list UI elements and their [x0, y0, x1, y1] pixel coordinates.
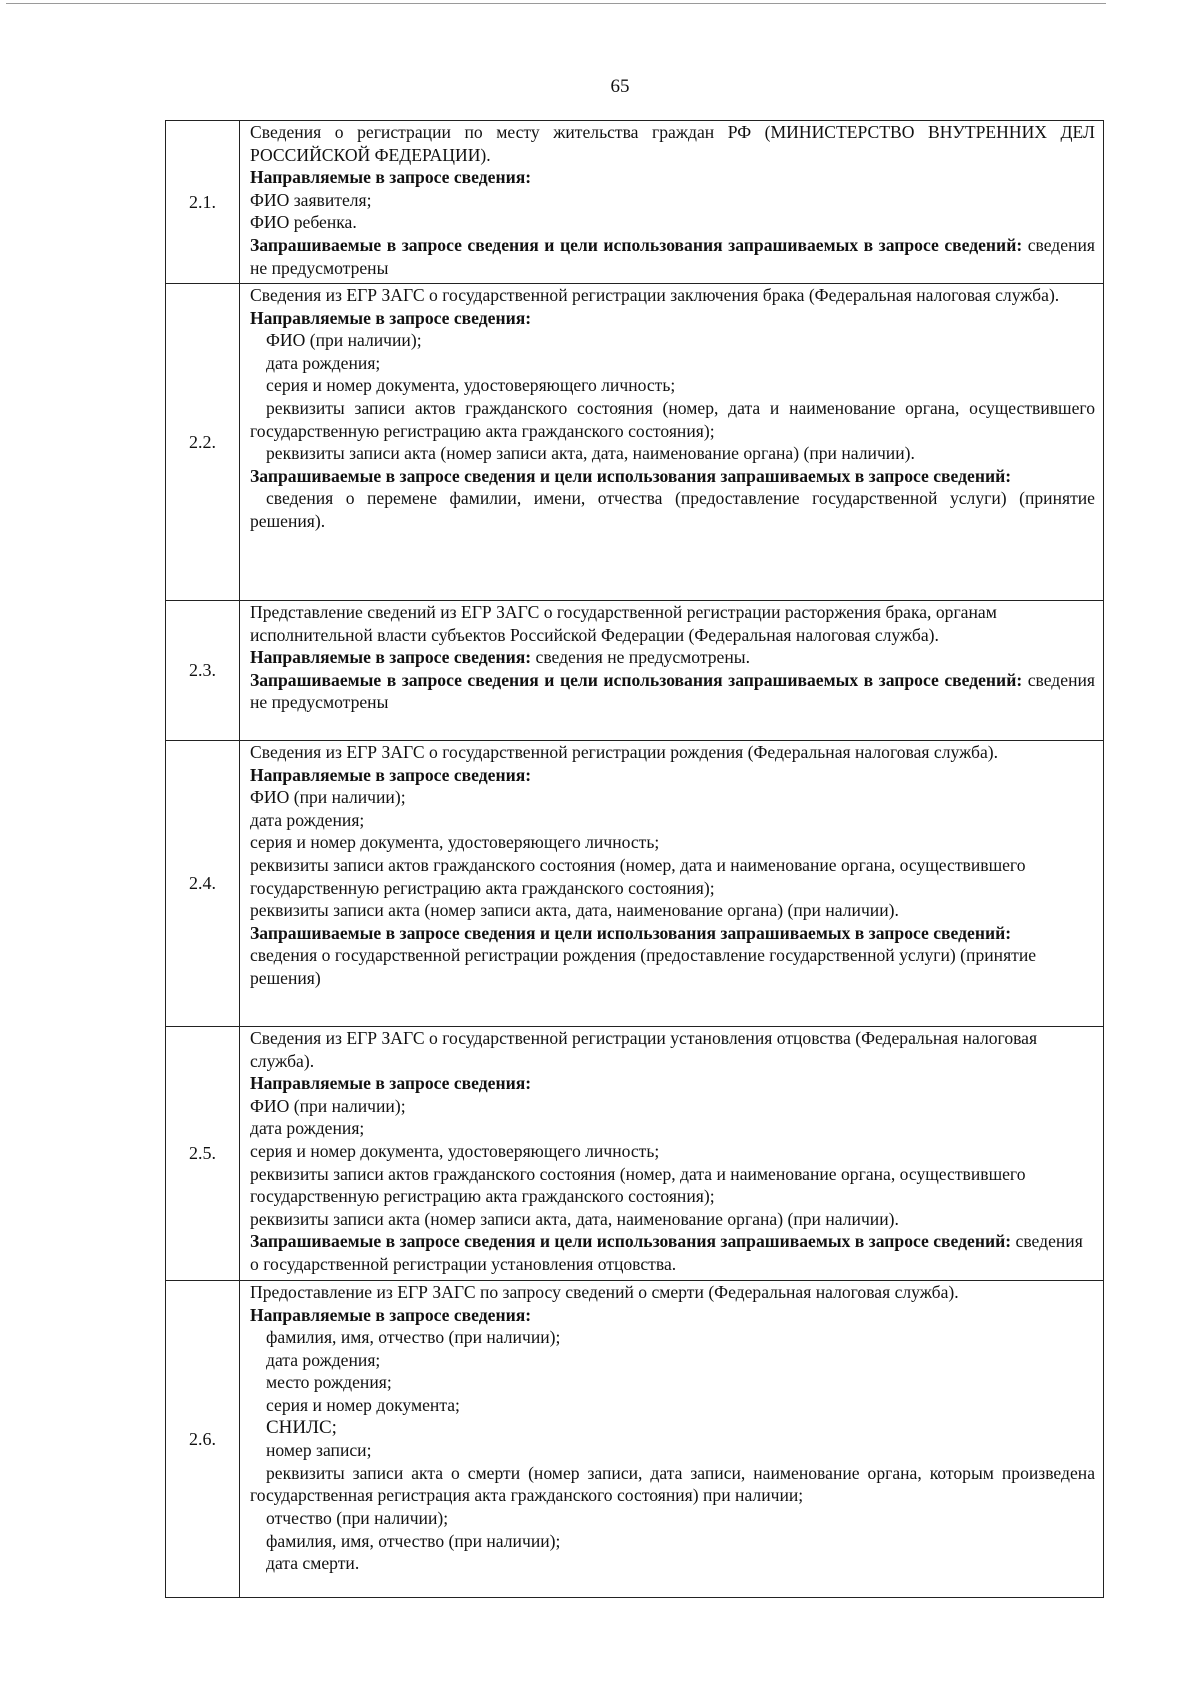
scan-top-edge [6, 3, 1106, 4]
sent-item: реквизиты записи акта о смерти (номер записи, дата записи, наименование органа, которым произведена государственная регистрация акта гражданского состояния) при наличии; [250, 1462, 1095, 1506]
sent-item: отчество (при наличии); [266, 1507, 449, 1528]
requested-label: Запрашиваемые в запросе сведения и цели использования запрашиваемых в запросе сведений: [250, 465, 1012, 486]
sent-item: реквизиты записи акта (номер записи акта, дата, наименование органа) (при наличии). [250, 900, 899, 921]
requested-text: сведения не предусмотрены [250, 234, 1095, 278]
sent-item: СНИЛС; [266, 1416, 337, 1438]
row-number: 2.2. [166, 284, 240, 601]
requested-label: Запрашиваемые в запросе сведения и цели использования запрашиваемых в запросе сведений: [250, 922, 1012, 943]
sent-label: Направляемые в запросе сведения: [250, 764, 532, 785]
requested-text: сведения о государственной регистрации рождения (предоставление государственной услуги) (принятие решения) [250, 945, 1037, 988]
row-content [240, 121, 1104, 284]
row-number: 2.1. [166, 121, 240, 284]
sent-item: ФИО заявителя; [250, 189, 372, 210]
sent-item: фамилия, имя, отчество (при наличии); [266, 1327, 561, 1348]
sent-item: серия и номер документа, удостоверяющего личность; [266, 375, 676, 396]
requested-label: Запрашиваемые в запросе сведения и цели использования запрашиваемых в запросе сведений: [250, 1231, 1012, 1252]
row-content [240, 1027, 1104, 1281]
row-content [240, 284, 1104, 601]
table-row [166, 1027, 1104, 1281]
sent-item: реквизиты записи актов гражданского состояния (номер, дата и наименование органа, осуществившего государственную регистрацию акта гражданского состояния); [250, 1163, 1026, 1207]
row-number: 2.5. [166, 1027, 240, 1281]
sent-item: серия и номер документа; [266, 1394, 460, 1415]
page-number: 65 [610, 76, 630, 97]
requested-label: Запрашиваемые в запросе сведения и цели использования запрашиваемых в запросе сведений: [250, 669, 1023, 690]
sent-item: реквизиты записи актов гражданского состояния (номер, дата и наименование органа, осуществившего государственную регистрацию акта гражданского состояния); [250, 397, 1095, 441]
row-number: 2.6. [166, 1281, 240, 1598]
row-content [240, 1281, 1104, 1598]
sent-item: реквизиты записи актов гражданского состояния (номер, дата и наименование органа, осуществившего государственную регистрацию акта гражданского состояния); [250, 854, 1026, 898]
sent-item: дата смерти. [266, 1553, 360, 1574]
sent-item: реквизиты записи акта (номер записи акта, дата, наименование органа) (при наличии). [250, 1208, 899, 1229]
service-description: Представление сведений из ЕГР ЗАГС о государственной регистрации расторжения брака, органам исполнительной власти субъектов Российской Федерации (Федеральная налоговая служба). [250, 602, 997, 645]
sent-label: Направляемые в запросе сведения: [250, 1073, 532, 1094]
sent-item: ФИО (при наличии); [250, 787, 406, 808]
row-number: 2.4. [166, 741, 240, 1027]
service-description: Сведения из ЕГР ЗАГС о государственной регистрации установления отцовства (Федеральная налоговая служба). [250, 1028, 1038, 1071]
table-row [166, 284, 1104, 601]
sent-item: ФИО (при наличии); [266, 330, 422, 351]
sent-item: фамилия, имя, отчество (при наличии); [266, 1530, 561, 1551]
sent-label: Направляемые в запросе сведения: [250, 1304, 532, 1325]
service-description: Предоставление из ЕГР ЗАГС по запросу сведений о смерти (Федеральная налоговая служба). [250, 1282, 959, 1302]
sent-label: Направляемые в запросе сведения: [250, 167, 532, 188]
sent-text: сведения не предусмотрены. [535, 647, 750, 668]
sent-item: место рождения; [266, 1372, 392, 1393]
table-row [166, 601, 1104, 741]
sent-item: номер записи; [266, 1440, 372, 1461]
sent-item: серия и номер документа, удостоверяющего личность; [250, 1140, 660, 1161]
requested-text: сведения о государственной регистрации установления отцовства. [250, 1231, 1083, 1274]
row-content [240, 741, 1104, 1027]
table-row [166, 741, 1104, 1027]
sent-label: Направляемые в запросе сведения: [250, 647, 532, 668]
table-row [166, 1281, 1104, 1598]
row-content [240, 601, 1104, 741]
table-row [166, 121, 1104, 284]
sent-label: Направляемые в запросе сведения: [250, 307, 532, 328]
sent-item: дата рождения; [266, 352, 381, 373]
service-description: Сведения из ЕГР ЗАГС о государственной регистрации заключения брака (Федеральная налоговая служба). [250, 285, 1060, 305]
service-description: Сведения о регистрации по месту жительства граждан РФ (МИНИСТЕРСТВО ВНУТРЕННИХ ДЕЛ РОССИЙСКОЙ ФЕДЕРАЦИИ). [250, 122, 1095, 165]
requested-label: Запрашиваемые в запросе сведения и цели использования запрашиваемых в запросе сведений: [250, 234, 1023, 255]
requested-text: сведения не предусмотрены [250, 669, 1095, 713]
sent-item: серия и номер документа, удостоверяющего личность; [250, 832, 660, 853]
sent-item: дата рождения; [266, 1349, 381, 1370]
requested-text: сведения о перемене фамилии, имени, отчества (предоставление государственной услуги) (принятие решения). [250, 488, 1095, 531]
service-description: Сведения из ЕГР ЗАГС о государственной регистрации рождения (Федеральная налоговая служба). [250, 742, 999, 762]
sent-item: ФИО (при наличии); [250, 1095, 406, 1116]
row-number: 2.3. [166, 601, 240, 741]
services-table [165, 120, 1104, 1598]
sent-item: реквизиты записи акта (номер записи акта, дата, наименование органа) (при наличии). [266, 443, 915, 464]
sent-item: дата рождения; [250, 1118, 365, 1139]
sent-item: ФИО ребенка. [250, 212, 357, 233]
sent-item: дата рождения; [250, 809, 365, 830]
